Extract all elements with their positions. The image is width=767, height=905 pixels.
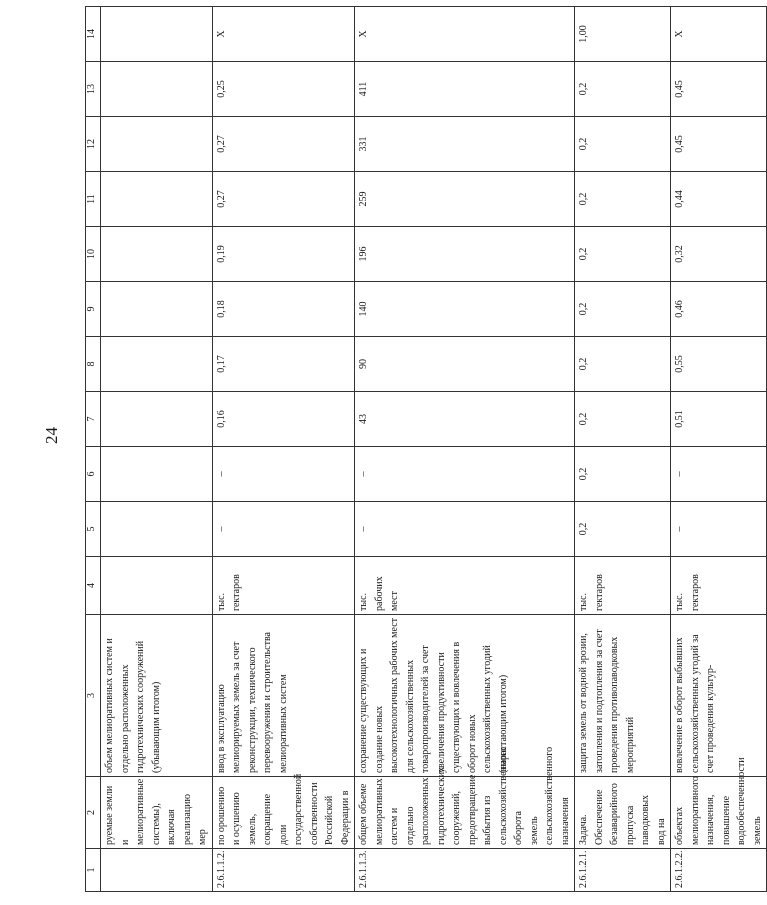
column-header: 9	[86, 282, 101, 337]
row-value: 0,2	[575, 227, 671, 282]
row-value: 0,2	[575, 282, 671, 337]
row-indicator: объем мелиоративных систем и отдельно расположенных гидротехнических сооружений (убывающим итогом)	[101, 615, 213, 777]
row-unit: тыс. гектаров	[671, 557, 767, 615]
page-number: 24	[42, 427, 61, 444]
row-value	[101, 447, 213, 502]
row-value	[101, 7, 213, 62]
column-header: 12	[86, 117, 101, 172]
row-value: –	[212, 447, 355, 502]
row-value: 0,25	[212, 62, 355, 117]
row-value: 0,17	[212, 337, 355, 392]
row-value	[101, 117, 213, 172]
row-value: 0,2	[575, 502, 671, 557]
row-value: 0,2	[575, 117, 671, 172]
column-header: 5	[86, 502, 101, 557]
row-value	[101, 172, 213, 227]
column-header: 7	[86, 392, 101, 447]
row-value: 0,2	[575, 392, 671, 447]
row-value: –	[355, 502, 575, 557]
row-value: 0,2	[575, 172, 671, 227]
row-unit	[101, 557, 213, 615]
column-header: 8	[86, 337, 101, 392]
column-header: 10	[86, 227, 101, 282]
row-code: 2.6.1.2.2.	[671, 849, 767, 892]
row-value: 196	[355, 227, 575, 282]
row-value	[101, 62, 213, 117]
row-value: –	[212, 502, 355, 557]
row-value: 331	[355, 117, 575, 172]
row-indicator: ввод в эксплуатацию мелиорируемых земель за счет реконструкции, технического перевооружения и строительства мелиоративных систем	[212, 615, 355, 777]
column-header: 6	[86, 447, 101, 502]
column-header: 13	[86, 62, 101, 117]
row-value: 90	[355, 337, 575, 392]
row-value: 259	[355, 172, 575, 227]
row-value: 140	[355, 282, 575, 337]
row-code: 2.6.1.1.3.	[355, 849, 575, 892]
row-value: 0,27	[212, 172, 355, 227]
row-value: X	[212, 7, 355, 62]
column-header: 11	[86, 172, 101, 227]
row-value: 1,00	[575, 7, 671, 62]
rotated-table-container	[85, 25, 763, 892]
table-row	[671, 7, 767, 892]
row-value: 0,45	[671, 117, 767, 172]
column-number-row	[86, 7, 101, 892]
row-unit: тыс. гектаров	[575, 557, 671, 615]
row-value	[101, 392, 213, 447]
row-value: 0,19	[212, 227, 355, 282]
row-value: 0,2	[575, 337, 671, 392]
column-header: 1	[86, 849, 101, 892]
row-value: 0,2	[575, 62, 671, 117]
row-indicator: защита земель от водной эрозии, затопления и подтопления за счет проведения противопаводковых мероприятий	[575, 615, 671, 777]
row-value: 0,55	[671, 337, 767, 392]
row-code	[101, 849, 213, 892]
indicators-table	[85, 6, 767, 892]
row-value	[101, 502, 213, 557]
row-value: 0,46	[671, 282, 767, 337]
row-value: 43	[355, 392, 575, 447]
row-value: 0,51	[671, 392, 767, 447]
row-value: 0,18	[212, 282, 355, 337]
row-value: 0,27	[212, 117, 355, 172]
row-value: 0,16	[212, 392, 355, 447]
row-name: объектах мелиоративного назначения, повышение водообеспеченности земель	[671, 777, 767, 849]
row-name: Задача. Обеспечение безаварийного пропуска паводковых вод на	[575, 777, 671, 849]
column-header: 4	[86, 557, 101, 615]
row-unit: тыс. гектаров	[212, 557, 355, 615]
row-value: X	[355, 7, 575, 62]
row-value: 0,32	[671, 227, 767, 282]
column-header: 2	[86, 777, 101, 849]
row-code: 2.6.1.2.1.	[575, 849, 671, 892]
row-value	[101, 227, 213, 282]
column-header: 14	[86, 7, 101, 62]
row-value	[101, 337, 213, 392]
row-name: руемые земли и мелиоративные системы), включая реализацию мер	[101, 777, 213, 849]
table-row	[101, 7, 213, 892]
row-name: по орошению и осушению земель, сокращение доли государственной собственности Российской Федерации в	[212, 777, 355, 849]
row-value: –	[671, 447, 767, 502]
row-value: 0,44	[671, 172, 767, 227]
row-indicator: вовлечение в оборот выбывших сельскохозяйственных угодий за счет проведения культур-	[671, 615, 767, 777]
row-value: –	[355, 447, 575, 502]
table-row	[575, 7, 671, 892]
row-name: общем объеме мелиоративных систем и отдельно расположенных гидротехнических сооружений, предотвращение выбытия из сельскохозяйственного оборота земель сельскохозяйственного назначения	[355, 777, 575, 849]
row-unit: тыс. рабочих мест	[355, 557, 575, 615]
row-value: 0,2	[575, 447, 671, 502]
row-value: X	[671, 7, 767, 62]
table-row	[212, 7, 355, 892]
row-indicator: сохранение существующих и создание новых высокотехнологичных рабочих мест для сельскохозяйственных товаропроизводителей за счет увеличения продуктивности существующих и вовлечения в оборот новых сельскохозяйственных угодий (нарастающим итогом)	[355, 615, 575, 777]
row-value: 0,45	[671, 62, 767, 117]
row-value	[101, 282, 213, 337]
column-header: 3	[86, 615, 101, 777]
row-value: –	[671, 502, 767, 557]
row-code: 2.6.1.1.2.	[212, 849, 355, 892]
table-row	[355, 7, 575, 892]
row-value: 411	[355, 62, 575, 117]
